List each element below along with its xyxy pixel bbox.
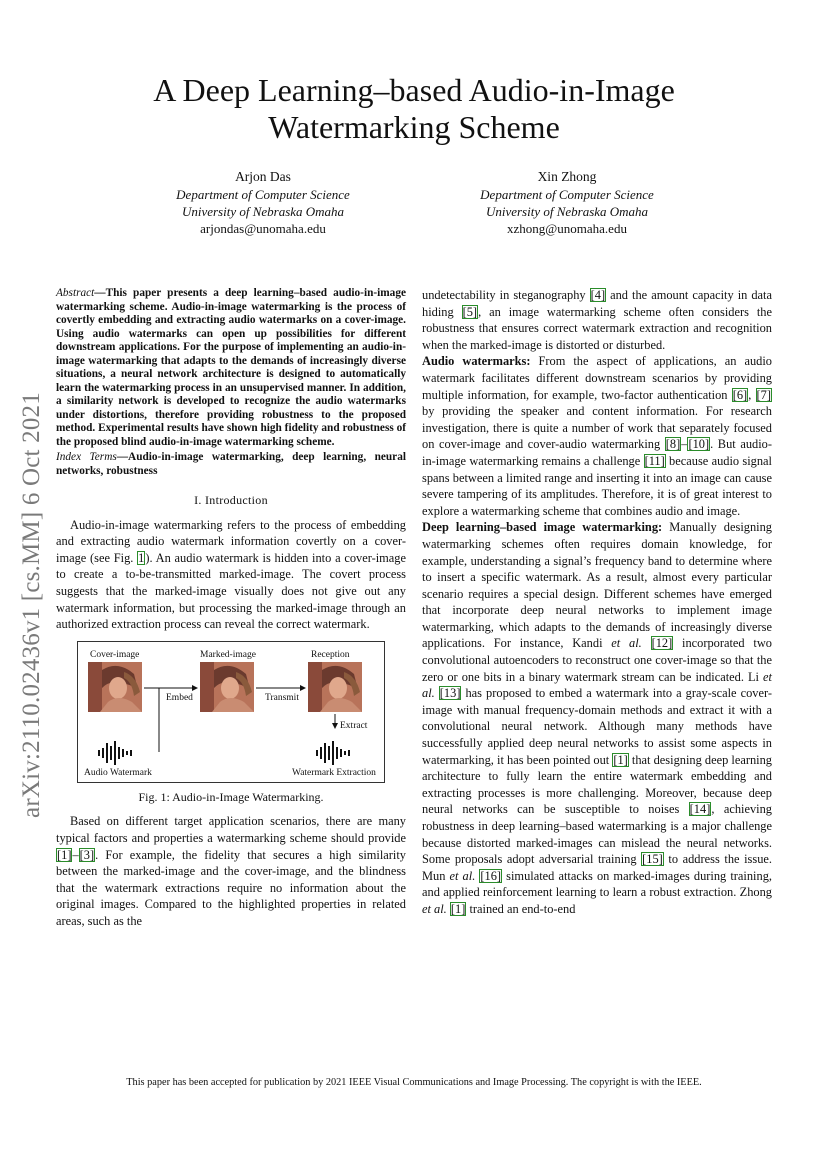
embed-label: Embed [166,692,193,703]
text-run: ). An audio watermark is hidden into a cover-image to create a to-be-transmitted marked-image. The covert process suggests that the marked-image visually does not give out any watermark information, but processing the marked-image through an authorized extraction process can reveal the correct watermark. [56,550,406,632]
citation-link[interactable]: [6] [732,387,748,402]
text-run: trained an end-to-end [466,901,576,916]
left-column [56,287,406,930]
author-department: Department of Computer Science [176,187,350,202]
author-university: University of Nebraska Omaha [181,204,345,219]
marked-image-label: Marked-image [200,649,256,660]
text-run: incorporated two convolutional autoencoders to reconstruct one cover-image so that the zero or one bits in a binary watermark stream can be indicated. Li [422,636,772,684]
paper-title: A Deep Learning–based Audio-in-Image Watermarking Scheme [153,72,675,145]
figure-1-arrows [78,642,384,782]
run-in-heading: Deep learning–based image watermarking: [422,520,663,535]
reception-label: Reception [311,649,350,660]
citation-link[interactable]: [12] [651,636,673,651]
author-name: Xin Zhong [537,169,597,184]
citation-link[interactable]: [14] [689,802,711,817]
citation-link[interactable]: [10] [688,437,710,452]
audio-watermarks-paragraph [422,353,772,519]
citation-link[interactable]: [8] [665,437,681,452]
author-email[interactable]: xzhong@unomaha.edu [507,221,627,236]
author-name: Arjon Das [235,169,291,184]
index-terms-label: Index Terms [56,451,117,463]
text-run: to address the issue. Mun [422,852,772,883]
citation-link[interactable]: [16] [480,868,502,883]
et-al: et al. [611,636,642,651]
figure-1 [77,641,385,783]
right-paragraph-1 [422,287,772,353]
right-column [422,287,772,918]
intro-paragraph-1 [56,517,406,633]
abstract-text: —This paper presents a deep learning–based audio-in-image watermarking scheme. Audio-in-image watermarking is the process of covertly embedding and extracting audio watermarks on a cover-image. Using audio watermarks can open up possibilities for different downstream applications. For the purpose of implementing an audio-in-image watermarking that adapts to the demands of increasingly diverse situations, a neural network architecture is designed to automatically learn the watermarking process in an unsupervised manner. In addition, a similarity network is developed to recognize the audio watermarks under distortions, therefore providing robustness to the proposed method. Experimental results have shown high fidelity and robustness of the proposed blind audio-in-image watermarking scheme. [56,287,406,448]
watermark-extraction-label: Watermark Extraction [292,767,376,778]
extract-label: Extract [340,720,368,731]
author-block-1 [133,168,393,237]
intro-paragraph-2 [56,813,406,929]
cover-image-label: Cover-image [90,649,140,660]
citation-link[interactable]: [1] [57,847,72,862]
citation-link[interactable]: [4] [590,288,606,302]
author-block-2 [437,168,697,237]
arxiv-id: arXiv:2110.02436v1 [cs.MM] 6 Oct 2021 [18,392,45,818]
text-run: , [748,387,756,402]
figure-caption: Fig. 1: Audio-in-Image Watermarking. [138,789,324,804]
et-al: et al. [422,901,447,916]
text-run: undetectability in steganography [422,288,590,302]
author-email[interactable]: arjondas@unomaha.edu [200,221,326,236]
text-run: has proposed to embed a watermark into a gray-scale cover-image with manual frequency-domain methods and extract it with a convolutional neural network. Although many methods have successfully applied deep neural networks to assist some aspects in watermarking, it has been pointed out [422,686,772,767]
text-run: Audio-in-image watermarking refers to the process of embedding and extracting audio watermark information covertly on a cover-image (see Fig. [56,517,406,565]
text-run: that designing deep learning architecture to fully learn the entire watermark embedding and extracting processes is more challenging. Moreover, because deep neural networks can be susceptible to noises [422,752,772,817]
text-run: – [72,847,79,862]
citation-link[interactable]: [15] [642,852,663,867]
text-run: , an image watermarking scheme often considers the robustness that ensures correct watermark extraction and recognition when the marked-image is distorted or disturbed. [422,304,773,352]
transmit-label: Transmit [265,692,299,703]
text-run: because audio signal spans between a limited range and inserting it into an image can cause severe tampering of its amplitudes. Therefore, it is of great interest to explore a watermarking scheme that combines audio and image. [422,453,772,518]
citation-link[interactable]: [3] [79,847,95,862]
abstract-label: Abstract [56,287,95,299]
arxiv-stamp [14,365,50,845]
abstract [56,287,406,449]
citation-link[interactable]: [5] [462,304,478,319]
extracted-waveform-icon [316,741,350,765]
text-run: – [681,437,688,452]
et-al: et al. [449,868,476,883]
text-run: From the aspect of applications, an audio watermark facilitates different downstream scenarios by providing multiple information, for example, two-factor authentication [422,354,772,402]
index-terms-text: —Audio-in-image watermarking, deep learning, neural networks, robustness [56,451,406,477]
text-run: and the amount capacity in data hiding [422,288,772,319]
et-al: et al. [422,669,772,701]
text-run: . For example, the fidelity that secures a high similarity between the marked-image and the cover-image, and the blindness that the watermark extractions require no information about the original images. Compared to the highlighted properties in related areas, such as the [56,847,406,928]
section-heading: I. Introduction [194,493,268,507]
publication-footnote: This paper has been accepted for publication by 2021 IEEE Visual Communications and Image Processing. The copyright is with the IEEE. [126,1077,702,1088]
author-department: Department of Computer Science [480,187,654,202]
text-run: Based on different target application scenarios, there are many typical factors and properties a watermarking scheme should provide [56,814,406,845]
citation-link[interactable]: [7] [756,387,771,402]
text-run: by providing the speaker and content information. For research investigation, there is quite a number of work that separately focused on cover-image and cover-audio watermarking [422,404,772,452]
text-run: . But audio-in-image watermarking remains a challenge [422,437,772,468]
deep-learning-paragraph [422,519,772,917]
author-university: University of Nebraska Omaha [485,204,649,219]
index-terms [56,451,406,478]
figure-reference-link[interactable]: 1 [138,550,145,565]
text-run: Manually designing watermarking schemes often requires domain knowledge, for example, understanding a signal’s frequency band to determine where to insert a specific watermark. As a result, almost every particular scenario requires a special design. Different schemes have emerged that incorporate deep neural networks to implement image watermarking, which adapts to the demands of increasingly diverse applications. For instance, Kandi [422,520,772,651]
audio-watermark-waveform-icon [98,741,132,765]
text-run: simulated attacks on marked-images during training, and applied reinforcement learning to learn a robust extraction. Zhong [422,868,772,900]
text-run: , achieving robustness in deep learning–based watermarking is a major challenge because distorted marked-images can mislead the neural networks. Some proposals adopt adversarial training [422,802,772,867]
citation-link[interactable]: [1] [450,901,466,916]
citation-link[interactable]: [13] [439,686,461,701]
audio-watermark-label: Audio Watermark [84,767,152,778]
run-in-heading: Audio watermarks: [422,354,531,369]
citation-link[interactable]: [11] [644,453,665,468]
citation-link[interactable]: [1] [613,752,628,767]
